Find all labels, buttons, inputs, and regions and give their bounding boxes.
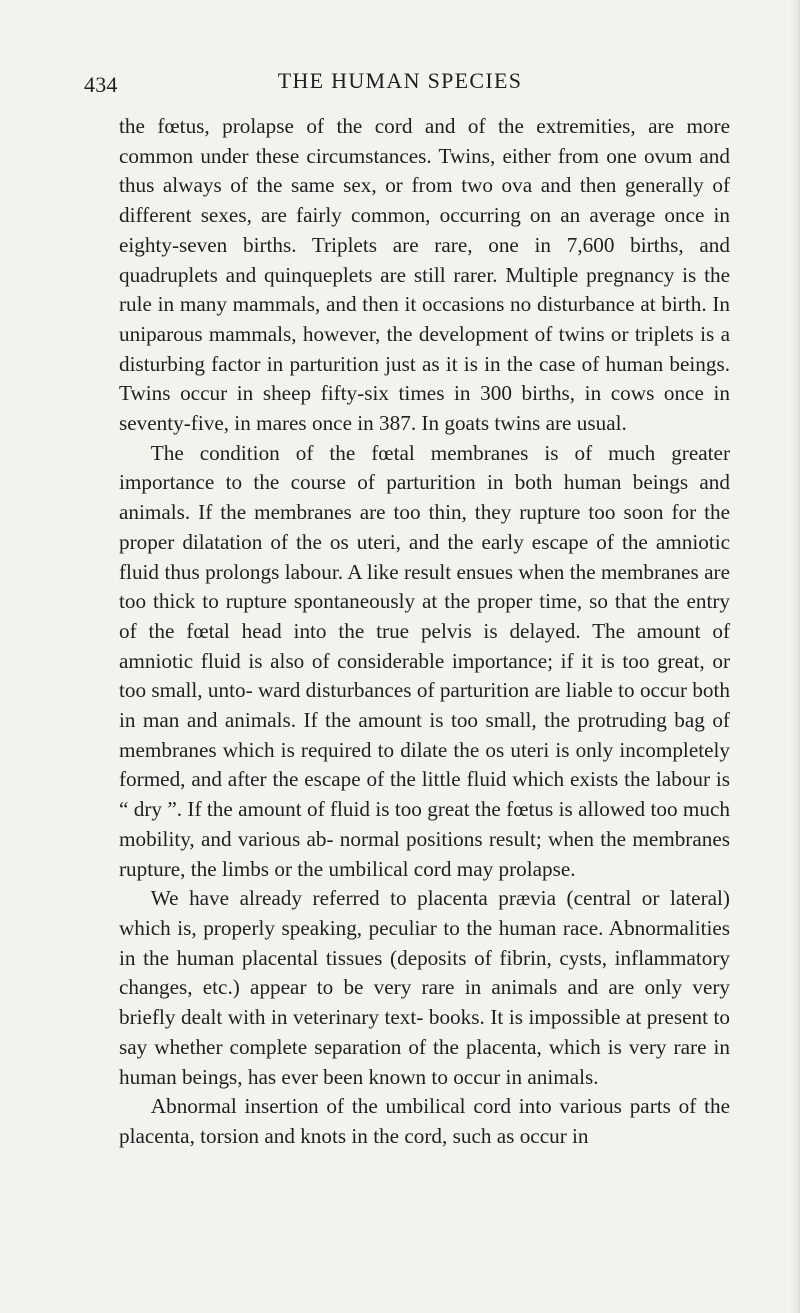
page-number: 434 bbox=[84, 72, 118, 97]
paragraph-umbilical-cord: Abnormal insertion of the umbilical cord into various parts of the placenta, torsion and knots in the cord, such as occur in bbox=[119, 1094, 730, 1148]
paragraph-placenta-praevia: We have already referred to placenta prævia (central or lateral) which is, properly speaking, peculiar to the human race. Abnormalities in the human placental tissues (deposits of fibrin, cysts, inflammatory changes, etc.) appear to be very rare in animals and are only very briefly dealt with in veterinary text- books. It is impossible at present to say whether complete separation of the placenta, which is very rare in human beings, has ever been known to occur in animals. bbox=[119, 886, 730, 1089]
body-text bbox=[119, 112, 730, 1152]
paragraph-foetal-membranes: The condition of the fœtal membranes is of much greater importance to the course of parturition in both human beings and animals. If the membranes are too thin, they rupture too soon for the proper dilatation of the os uteri, and the early escape of the amniotic fluid thus prolongs labour. A like result ensues when the membranes are too thick to rupture spontaneously at the proper time, so that the entry of the fœtal head into the true pelvis is delayed. The amount of amniotic fluid is also of considerable importance; if it is too great, or too small, unto- ward disturbances of parturition are liable to occur both in man and animals. If the amount is too small, the protruding bag of membranes which is required to dilate the os uteri is only incompletely formed, and after the escape of the little fluid which exists the labour is “ dry ”. If the amount of fluid is too great the fœtus is allowed too much mobility, and various ab- normal positions result; when the membranes rupture, the limbs or the umbilical cord may prolapse. bbox=[119, 440, 730, 881]
running-head: THE HUMAN SPECIES bbox=[277, 68, 523, 93]
paragraph-continuation: the fœtus, prolapse of the cord and of the extremities, are more common under these circumstances. Twins, either from one ovum and thus always of the same sex, or from two ova and then generally of different sexes, are fairly common, occurring on an average once in eighty-seven births. Triplets are rare, one in 7,600 births, and quadruplets and quinqueplets are still rarer. Multiple pregnancy is the rule in many mammals, and then it occasions no disturbance at birth. In uniparous mammals, however, the development of twins or triplets is a disturbing factor in parturition just as it is in the case of human beings. Twins occur in sheep fifty-six times in 300 births, in cows once in seventy-five, in mares once in 387. In goats twins are usual. bbox=[119, 114, 730, 436]
page-header bbox=[0, 68, 800, 98]
scan-edge-shadow bbox=[790, 0, 800, 1313]
